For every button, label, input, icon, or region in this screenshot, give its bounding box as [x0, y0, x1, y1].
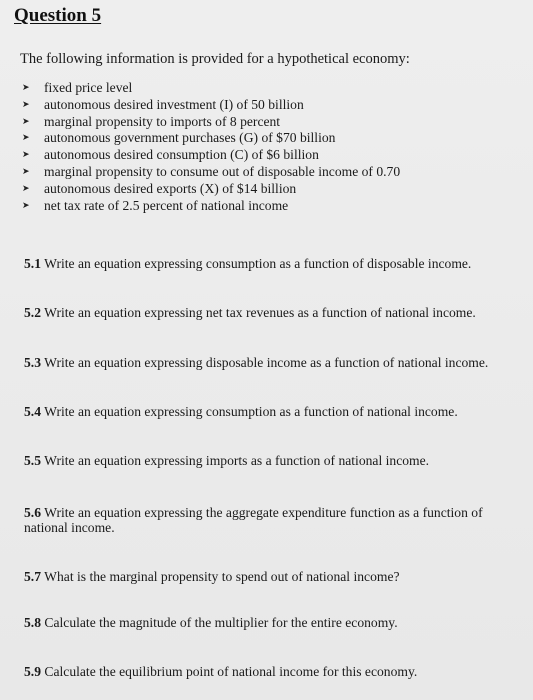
- arrowhead-icon: ➤: [22, 183, 30, 194]
- list-item: [22, 130, 400, 147]
- sub-question-text: Write an equation expressing consumption as a function of disposable income.: [44, 256, 472, 271]
- question-title: Question 5: [14, 5, 102, 26]
- sub-question-5-2: [24, 305, 514, 320]
- sub-question-number: 5.3: [24, 355, 41, 370]
- sub-question-5-4: [24, 404, 514, 419]
- sub-question-text: Write an equation expressing disposable income as a function of national income.: [44, 355, 489, 370]
- sub-question-number: 5.5: [24, 453, 41, 468]
- sub-question-number: 5.7: [24, 569, 41, 584]
- list-item-text: autonomous government purchases (G) of $70 billion: [44, 130, 336, 146]
- sub-question-5-1: [24, 256, 514, 271]
- list-item: [22, 114, 400, 131]
- list-item: [22, 97, 400, 114]
- arrowhead-icon: ➤: [22, 116, 30, 127]
- list-item-text: marginal propensity to imports of 8 percent: [44, 113, 281, 129]
- sub-question-text: Write an equation expressing consumption as a function of national income.: [44, 404, 458, 419]
- sub-question-text: Write an equation expressing imports as a function of national income.: [44, 453, 430, 468]
- list-item-text: fixed price level: [44, 80, 133, 95]
- sub-question-text: Write an equation expressing the aggregate expenditure function as a function of national income.: [24, 505, 483, 535]
- arrowhead-icon: ➤: [22, 200, 30, 211]
- sub-question-number: 5.1: [24, 256, 41, 271]
- sub-question-number: 5.4: [24, 404, 41, 419]
- sub-question-text: Write an equation expressing net tax revenues as a function of national income.: [44, 305, 476, 320]
- sub-question-5-7: [24, 569, 514, 584]
- question-intro: The following information is provided for a hypothetical economy:: [20, 51, 410, 67]
- list-item-text: autonomous desired consumption (C) of $6 billion: [44, 147, 319, 163]
- sub-question-text: Calculate the magnitude of the multiplier for the entire economy.: [44, 615, 398, 630]
- list-item-text: autonomous desired exports (X) of $14 billion: [44, 180, 297, 196]
- arrowhead-icon: ➤: [22, 133, 30, 144]
- list-item-text: marginal propensity to consume out of disposable income of 0.70: [44, 163, 401, 179]
- arrowhead-icon: ➤: [22, 83, 30, 93]
- list-item-text: autonomous desired investment (I) of 50 billion: [44, 96, 304, 112]
- sub-question-number: 5.8: [24, 615, 41, 630]
- arrowhead-icon: ➤: [22, 166, 30, 177]
- list-item-text: net tax rate of 2.5 percent of national income: [44, 197, 289, 213]
- sub-question-5-3: [24, 355, 514, 370]
- sub-question-text: Calculate the equilibrium point of national income for this economy.: [44, 664, 418, 679]
- list-item: [22, 181, 400, 198]
- given-information-list: [22, 80, 400, 214]
- sub-question-number: 5.6: [24, 505, 41, 520]
- list-item: [22, 80, 400, 97]
- sub-question-5-9: [24, 664, 514, 679]
- sub-question-number: 5.2: [24, 305, 41, 320]
- arrowhead-icon: ➤: [22, 99, 30, 110]
- sub-question-5-5: [24, 453, 514, 468]
- arrowhead-icon: ➤: [22, 150, 30, 161]
- sub-question-text: What is the marginal propensity to spend out of national income?: [44, 569, 400, 584]
- list-item: [22, 198, 400, 215]
- sub-question-5-8: [24, 615, 514, 630]
- list-item: [22, 147, 400, 164]
- list-item: [22, 164, 400, 181]
- sub-question-number: 5.9: [24, 664, 41, 679]
- sub-question-5-6: [24, 505, 514, 535]
